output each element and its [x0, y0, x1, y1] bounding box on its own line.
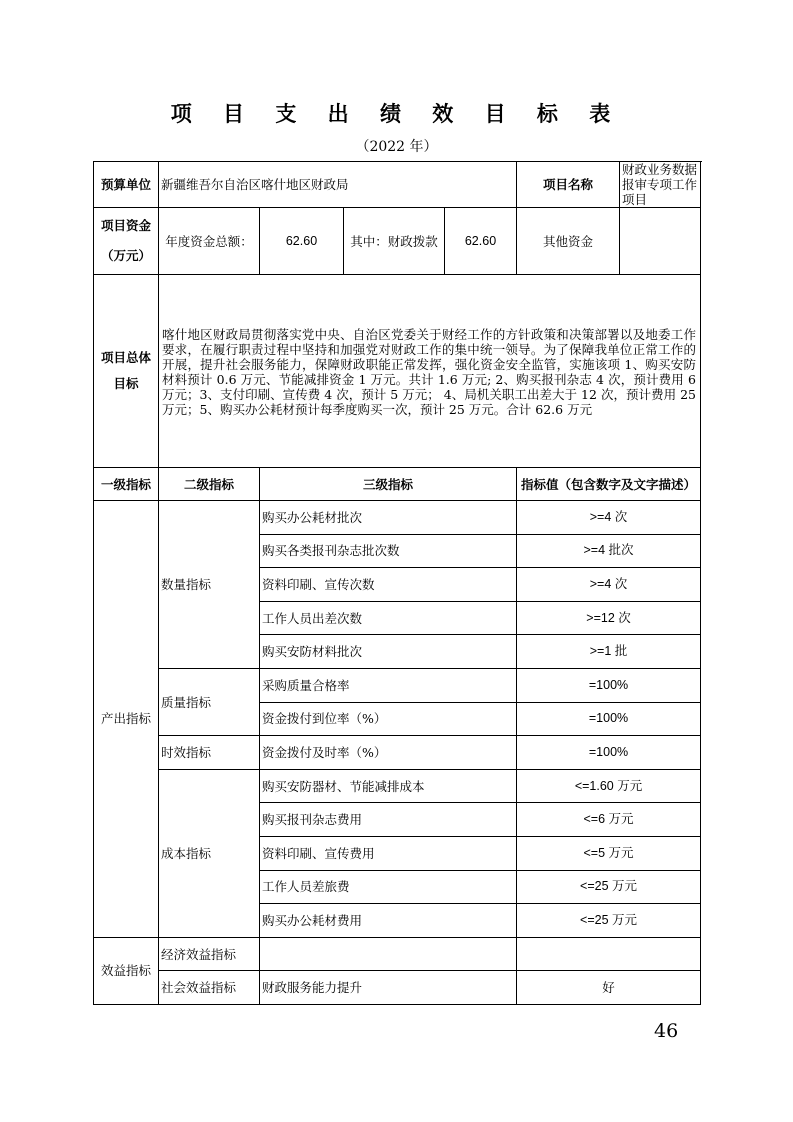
- project-name-value: 财政业务数据报审专项工作项目: [620, 162, 701, 208]
- table-row: [94, 971, 701, 1005]
- fiscal-allocation-label: 其中：财政拨款: [344, 208, 445, 275]
- economic-benefit-label: 经济效益指标: [159, 937, 260, 971]
- annual-total-value: 62.60: [260, 208, 344, 275]
- indicator-value: >=4 批次: [517, 534, 701, 568]
- indicator-value: 好: [517, 971, 701, 1005]
- annual-total-label: 年度资金总额：: [159, 208, 260, 275]
- indicator-name: 工作人员差旅费: [260, 870, 517, 904]
- social-benefit-label: 社会效益指标: [159, 971, 260, 1005]
- indicator-value: <=1.60 万元: [517, 769, 701, 803]
- indicator-value: >=4 次: [517, 568, 701, 602]
- indicator-name: 资料印刷、宣传次数: [260, 568, 517, 602]
- funds-row: [94, 208, 701, 275]
- indicator-value: [517, 937, 701, 971]
- overall-goal-text: 喀什地区财政局贯彻落实党中央、自治区党委关于财经工作的方针政策和决策部署以及地委工作要求，在履行职责过程中坚持和加强党对财政工作的集中统一领导。为了保障我单位正常工作的开展，提升社会服务能力，保障财政职能正常发挥，强化资金安全监管，实施该项 1、购买安防材料预计 0.6 万元、节能减排资金 1 万元。共计 1.6 万元; 2、购买报刊杂志 4 次，预计费用 6 万元；3、支付印刷、宣传费 4 次，预计 5 万元； 4、局机关职工出差大于 12 次，预计费用 25 万元；5、购买办公耗材预计每季度购买一次，预计 25 万元。合计 62.6 万元: [159, 275, 701, 468]
- indicator-name: 购买报刊杂志费用: [260, 803, 517, 837]
- fiscal-allocation-value: 62.60: [445, 208, 517, 275]
- indicator-value: <=25 万元: [517, 870, 701, 904]
- indicator-name: 工作人员出差次数: [260, 601, 517, 635]
- project-name-label: 项目名称: [517, 162, 620, 208]
- indicator-header-row: [94, 468, 701, 501]
- level1-header: 一级指标: [94, 468, 159, 501]
- indicator-name: 资料印刷、宣传费用: [260, 836, 517, 870]
- indicator-value: =100%: [517, 668, 701, 702]
- table-row: [94, 501, 701, 535]
- funds-label: 项目资金（万元）: [94, 208, 159, 275]
- indicator-value: <=25 万元: [517, 904, 701, 938]
- indicator-name: 资金拨付到位率（%）: [260, 702, 517, 736]
- indicator-name: [260, 937, 517, 971]
- output-indicators-label: 产出指标: [94, 501, 159, 938]
- indicator-value: =100%: [517, 702, 701, 736]
- indicator-value: >=4 次: [517, 501, 701, 535]
- page-title: 项 目 支 出 绩 效 目 标 表: [170, 102, 623, 126]
- table-row: [94, 937, 701, 971]
- value-header: 指标值（包含数字及文字描述）: [517, 468, 701, 501]
- indicator-name: 购买安防器材、节能减排成本: [260, 769, 517, 803]
- budget-unit-row: [94, 162, 701, 208]
- indicator-name: 购买安防材料批次: [260, 635, 517, 669]
- year-subtitle: （2022 年）: [355, 139, 438, 155]
- performance-target-table: [93, 161, 701, 1005]
- quantity-indicators-label: 数量指标: [159, 501, 260, 669]
- benefit-indicators-label: 效益指标: [94, 937, 159, 1004]
- indicator-name: 购买各类报刊杂志批次数: [260, 534, 517, 568]
- indicator-name: 购买办公耗材批次: [260, 501, 517, 535]
- page-number: 46: [654, 1020, 679, 1042]
- cost-indicators-label: 成本指标: [159, 769, 260, 937]
- table-row: [94, 668, 701, 702]
- overall-goal-row: [94, 275, 701, 468]
- budget-unit-label: 预算单位: [94, 162, 159, 208]
- indicator-name: 财政服务能力提升: [260, 971, 517, 1005]
- timeliness-indicators-label: 时效指标: [159, 736, 260, 770]
- indicator-value: >=12 次: [517, 601, 701, 635]
- indicator-value: >=1 批: [517, 635, 701, 669]
- other-funds-value: [620, 208, 701, 275]
- indicator-name: 采购质量合格率: [260, 668, 517, 702]
- indicator-name: 购买办公耗材费用: [260, 904, 517, 938]
- overall-goal-label: 项目总体目标: [94, 275, 159, 468]
- table-row: [94, 769, 701, 803]
- level2-header: 二级指标: [159, 468, 260, 501]
- indicator-value: <=5 万元: [517, 836, 701, 870]
- indicator-name: 资金拨付及时率（%）: [260, 736, 517, 770]
- budget-unit-value: 新疆维吾尔自治区喀什地区财政局: [159, 162, 517, 208]
- indicator-value: <=6 万元: [517, 803, 701, 837]
- indicator-value: =100%: [517, 736, 701, 770]
- other-funds-label: 其他资金: [517, 208, 620, 275]
- level3-header: 三级指标: [260, 468, 517, 501]
- table-row: [94, 736, 701, 770]
- quality-indicators-label: 质量指标: [159, 668, 260, 735]
